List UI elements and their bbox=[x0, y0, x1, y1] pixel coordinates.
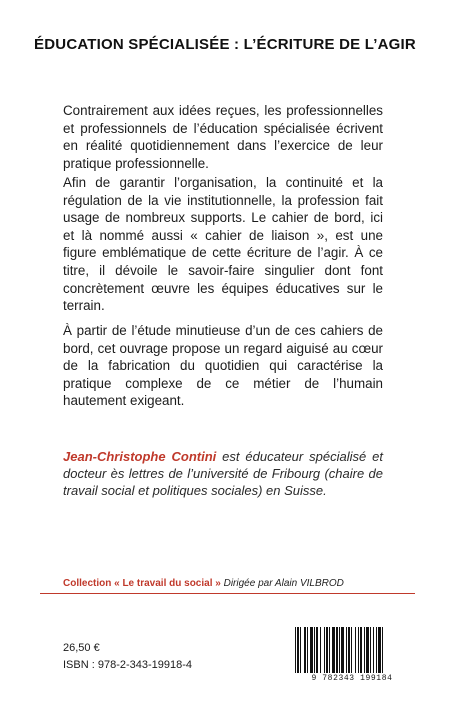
paragraph-text: À partir de l’étude minutieuse d’un de ces cahiers de bord, cet ouvrage propose un regard aiguisé au cœur de la fabrication du quotidien qui caractérise la pratique complexe de ce métier de l’humain hautement exigeant. bbox=[63, 323, 383, 409]
barcode-bar bbox=[348, 627, 350, 673]
isbn: ISBN : 978-2-343-19918-4 bbox=[63, 659, 193, 671]
barcode-bar bbox=[378, 627, 381, 673]
barcode-bar bbox=[366, 627, 369, 673]
barcode-bar bbox=[326, 627, 328, 673]
barcode-bar bbox=[336, 627, 338, 673]
barcode-bar bbox=[324, 627, 325, 673]
barcode-bar bbox=[364, 627, 365, 673]
author-bio bbox=[63, 448, 383, 499]
barcode bbox=[293, 627, 411, 687]
barcode-bar bbox=[310, 627, 313, 673]
barcode-bar bbox=[339, 627, 340, 673]
collection-line bbox=[63, 578, 344, 589]
collection-label: Collection « Le travail du social » bbox=[63, 578, 221, 589]
barcode-bar bbox=[351, 627, 352, 673]
barcode-bar bbox=[341, 627, 344, 673]
barcode-bar bbox=[332, 627, 335, 673]
barcode-bar bbox=[295, 627, 296, 673]
barcode-bar bbox=[355, 627, 356, 673]
barcode-bar bbox=[376, 627, 377, 673]
collection-director: Dirigée par Alain VILBROD bbox=[220, 578, 344, 589]
barcode-bar bbox=[358, 627, 359, 673]
barcode-bar bbox=[297, 627, 299, 673]
barcode-bar bbox=[320, 627, 321, 673]
barcode-number: 9 782343 199184 bbox=[311, 674, 393, 683]
barcode-bars bbox=[293, 627, 411, 673]
divider-rule bbox=[40, 593, 415, 594]
barcode-bar bbox=[382, 627, 383, 673]
barcode-bar bbox=[304, 627, 306, 673]
barcode-bar bbox=[346, 627, 347, 673]
barcode-bar bbox=[329, 627, 330, 673]
barcode-bar bbox=[360, 627, 362, 673]
book-title: ÉDUCATION SPÉCIALISÉE : L’ÉCRITURE DE L’AGIR bbox=[34, 36, 416, 53]
paragraph-text: Afin de garantir l’organisation, la continuité et la régulation de la vie institutionnelle, la profession fait usage de nombreux supports. Le cahier de bord, ici et là nommé aussi « cahier de liaison », est une figure emblématique de cette écriture de l’agir. À ce titre, il dévoile le savoir-faire singulier dont font concrètement œuvre les équipes éducatives sur le terrain. bbox=[63, 175, 383, 314]
blurb-paragraph-3 bbox=[63, 322, 383, 410]
barcode-bar bbox=[370, 627, 371, 673]
author-name: Jean-Christophe Contini bbox=[63, 449, 217, 464]
barcode-bar bbox=[300, 627, 301, 673]
barcode-bar bbox=[307, 627, 308, 673]
price: 26,50 € bbox=[63, 642, 100, 654]
barcode-bar bbox=[316, 627, 318, 673]
barcode-bar bbox=[373, 627, 374, 673]
barcode-bar bbox=[314, 627, 315, 673]
author-description: est éducateur spécialisé et docteur ès lettres de l’université de Fribourg (chaire de travail social et politiques sociales) en Suisse. bbox=[63, 449, 383, 498]
paragraph-text: Contrairement aux idées reçues, les professionnelles et professionnels de l’éducation spécialisée écrivent en réalité quotidiennement dans l’exercice de leur pratique professionnelle. bbox=[63, 103, 383, 171]
blurb-paragraph-2 bbox=[63, 174, 383, 315]
blurb-paragraph-1 bbox=[63, 102, 383, 172]
